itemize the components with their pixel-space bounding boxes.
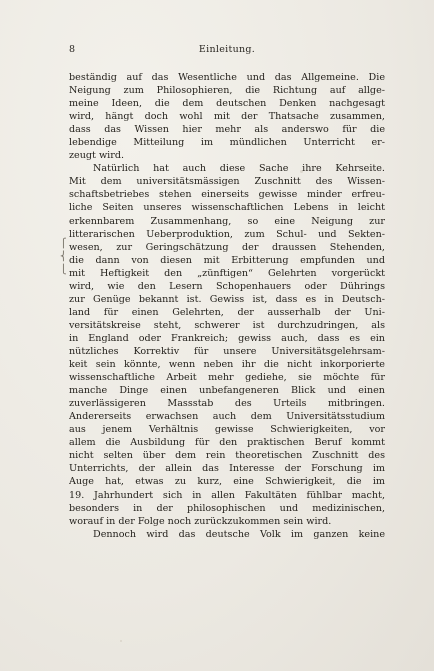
text-line: aus jenem Verhältnis gewisse Schwierigkeiten, vor	[69, 424, 385, 436]
text-line: mit Heftigkeit den „zünftigen“ Gelehrten vorgerückt	[69, 267, 385, 279]
text-line: in England oder Frankreich; gewiss auch, dass es ein	[69, 332, 385, 344]
text-line: Auge hat, etwas zu kurz, eine Schwierigkeit, die im	[69, 476, 385, 488]
text-line: beständig auf das Wesentliche und das Allgemeine. Die	[69, 72, 385, 83]
text-line: manche Dinge einen unbefangeneren Blick und einen	[69, 385, 385, 397]
text-line: nicht selten über dem rein theoretischen Zuschnitt des	[69, 450, 385, 462]
text-line: litterarischen Ueberproduktion, zum Schul- und Sekten-	[69, 228, 385, 240]
text-line: versitätskreise steht, schwerer ist durchzudringen, als	[69, 319, 385, 331]
text-line: meine Ideen, die dem deutschen Denken nachgesagt	[69, 98, 385, 110]
body-text	[69, 71, 385, 541]
text-line: nützliches Korrektiv für unsere Universitätsgelehrsam-	[69, 345, 385, 357]
text-line: land für einen Gelehrten, der ausserhalb der Uni-	[69, 306, 385, 318]
page-header	[69, 44, 385, 58]
paper-stain	[120, 640, 122, 642]
text-line: lebendige Mitteilung im mündlichen Unterricht er-	[69, 137, 385, 149]
text-line: zur Genüge bekannt ist. Gewiss ist, dass es in Deutsch-	[69, 293, 385, 305]
text-line: Dennoch wird das deutsche Volk im ganzen keine	[93, 528, 385, 540]
margin-bracket: ⎩	[60, 265, 67, 275]
text-line: Natürlich hat auch diese Sache ihre Kehrseite.	[93, 163, 385, 175]
page-number: 8	[69, 44, 76, 55]
margin-bracket: ⎧	[60, 239, 67, 249]
text-line: Unterrichts, der allein das Interesse der Forschung im	[69, 463, 385, 475]
text-line: erkennbarem Zusammenhang, so eine Neigung zur	[69, 215, 385, 227]
text-line: liche Seiten unseres wissenschaftlichen Lebens in leicht	[69, 202, 385, 214]
text-line: wissenschaftliche Arbeit mehr gediehe, sie möchte für	[69, 372, 385, 384]
text-line: wird, wie den Lesern Schopenhauers oder Dührings	[69, 280, 385, 292]
text-line: worauf in der Folge noch zurückzukommen sein wird.	[69, 515, 332, 527]
text-line: Andererseits erwachsen auch dem Universitätsstudium	[69, 411, 385, 423]
running-head: Einleitung.	[198, 44, 256, 55]
text-line: allem die Ausbildung für den praktischen Beruf kommt	[69, 437, 385, 449]
text-line: die dann von diesen mit Erbitterung empfunden und	[69, 254, 385, 266]
text-line: besonders in der philosophischen und medizinischen,	[69, 502, 385, 514]
text-line: zuverlässigeren Massstab des Urteils mitbringen.	[69, 398, 385, 410]
text-line: keit sein könnte, wenn neben ihr die nicht inkorporierte	[69, 359, 385, 371]
text-line: Neigung zum Philosophieren, die Richtung auf allge-	[69, 85, 385, 97]
text-line: wesen, zur Geringschätzung der draussen Stehenden,	[69, 241, 385, 253]
text-line: Mit dem universitätsmässigen Zuschnitt des Wissen-	[69, 176, 385, 188]
text-line: schaftsbetriebes stehen einerseits gewisse minder erfreu-	[69, 189, 385, 201]
text-line: wird, hängt doch wohl mit der Thatsache zusammen,	[69, 111, 385, 123]
margin-bracket: ⎨	[60, 252, 67, 262]
text-line: dass das Wissen hier mehr als anderswo für die	[69, 124, 385, 136]
text-line: zeugt wird.	[69, 150, 125, 162]
text-line: 19. Jahrhundert sich in allen Fakultäten fühlbar macht,	[69, 489, 385, 501]
